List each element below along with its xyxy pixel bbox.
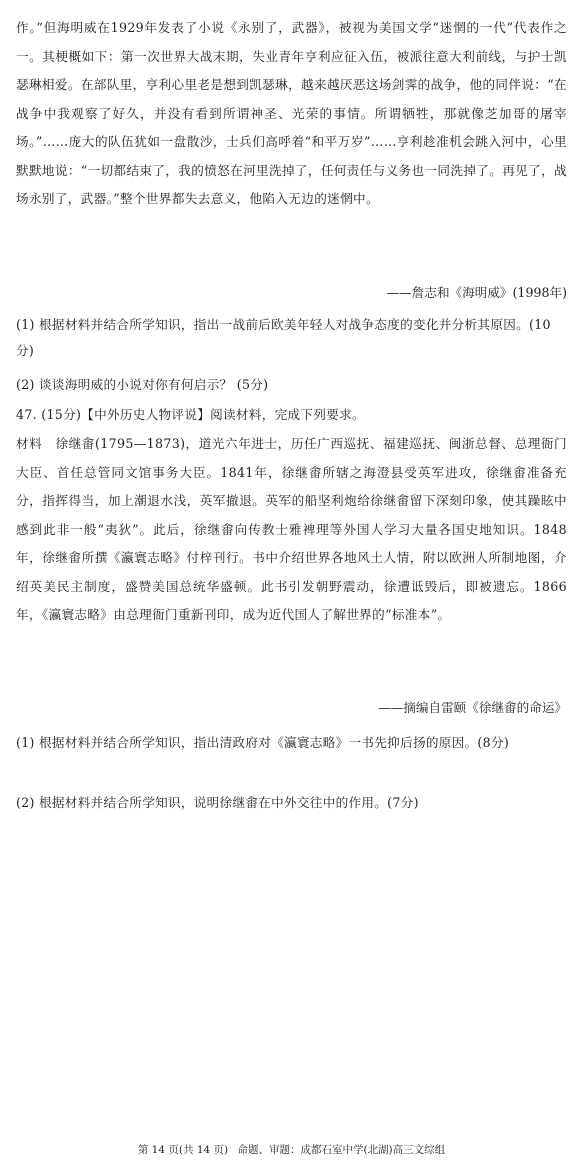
question-46-2-section — [16, 372, 567, 398]
material-47-text: 材料 徐继畬(1795—1873)，道光六年进士，历任广西巡抚、福建巡抚、闽浙总督、总理衙门大臣、首任总管同文馆事务大臣。1841年，徐继畬所辖之海澄县受英军进攻，徐继畬准备充分，指挥得当，加上潮退水浅，英军撤退。英军的船坚利炮给徐继畬留下深刻印象，使其躁眩中感到此非一般“夷狄”。此后，徐继畬向传教士雅裨理等外国人学习大量各国史地知识。1848年，徐继畬所撰《瀛寰志略》付梓刊行。书中介绍世界各地风土人情，附以欧洲人所制地图，介绍英美民主制度，盛赞美国总统华盛顿。此书引发朝野震动，徐遭诋毁后，即被遗忘。1866年，《瀛寰志略》由总理衙门重新刊印，成为近代国人了解世界的“标准本”。 — [16, 436, 567, 622]
source-47-section — [16, 698, 567, 718]
source-47-citation: ——摘编自雷颐《徐继畬的命运》 — [378, 700, 567, 715]
question-46-2: (2) 谈谈海明威的小说对你有何启示？ (5分) — [16, 377, 269, 392]
page-footer — [0, 1143, 583, 1157]
question-47-2-section — [16, 790, 567, 816]
question-47-heading: 47. (15分)【中外历史人物评说】阅读材料，完成下列要求。 — [16, 407, 365, 422]
page-number: 第 14 页(共 14 页) — [137, 1144, 229, 1156]
material-46-section — [16, 14, 567, 214]
material-46-text: 作。”但海明威在1929年发表了小说《永别了，武器》，被视为美国文学“迷惘的一代”代表作之一。其梗概如下：第一次世界大战末期，失业青年亨利应征入伍，被派往意大利前线，与护士凯瑟琳相爱。在部队里，亨利心里老是想到凯瑟琳，越来越厌恶这场剑霁的战争，他的同伴说：“在战争中我观察了好久，并没有看到所谓神圣、光荣的事情。所谓牺牲，那就像芝加哥的屠宰场。”……庞大的队伍犹如一盘散沙，士兵们高呼着“和平万岁”……亨利趁准机会跳入河中，心里默默地说：“一切都结束了，我的愤怒在河里洗掉了，任何责任与义务也一同洗掉了。再见了，战场永别了，武器。”整个世界都失去意义，他陷入无边的迷惘中。 — [16, 20, 567, 206]
source-46-section — [16, 283, 567, 303]
question-47-heading-section — [16, 402, 567, 428]
question-47-1-section — [16, 730, 567, 756]
question-47-2: (2) 根据材料并结合所学知识，说明徐继畬在中外交往中的作用。(7分) — [16, 795, 419, 810]
material-47-section — [16, 430, 567, 630]
footer-author: 命题、审题：成都石室中学(北湖)高三文综组 — [237, 1144, 446, 1156]
question-46-1-section — [16, 312, 567, 364]
question-47-1: (1) 根据材料并结合所学知识，指出清政府对《瀛寰志略》一书先抑后扬的原因。(8分) — [16, 735, 510, 750]
source-46-citation: ——詹志和《海明威》(1998年) — [386, 285, 567, 300]
question-46-1: (1) 根据材料并结合所学知识，指出一战前后欧美年轻人对战争态度的变化并分析其原因。(10分) — [16, 317, 551, 358]
